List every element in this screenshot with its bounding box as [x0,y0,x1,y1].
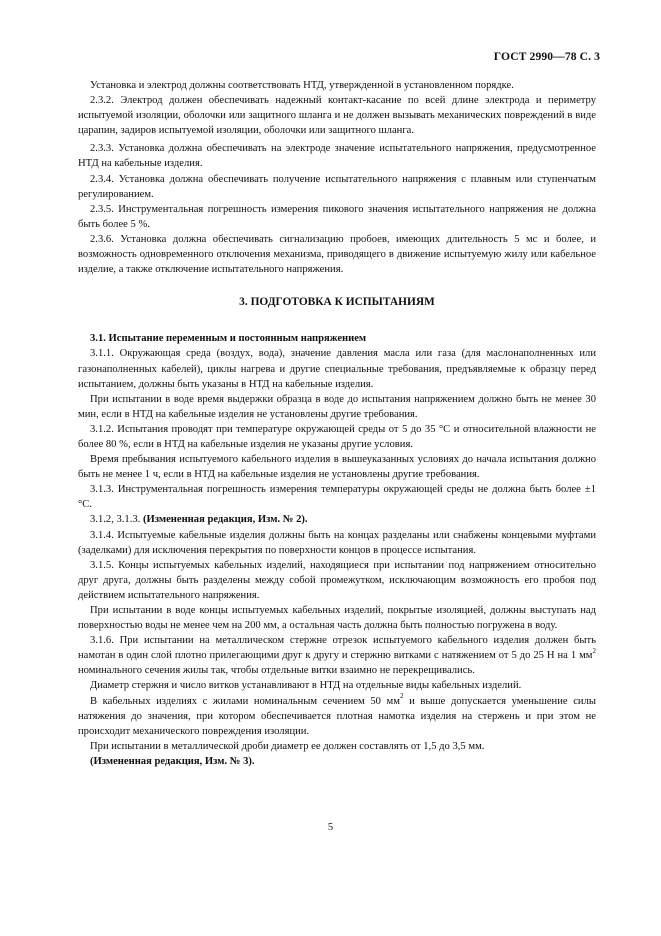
paragraph-3-1-6 [78,633,596,678]
paragraph-2-3-3: 2.3.3. Установка должна обеспечивать на электроде значение испытательного напряжения, предусмотренное НТД на кабельные изделия. [78,143,596,170]
subsection-title: 3.1. Испытание переменным и постоянным напряжением [90,333,367,345]
paragraph-shot: При испытании в металлической дроби диаметр ее должен составлять от 1,5 до 3,5 мм. [90,740,485,752]
paragraph-2-3-2: 2.3.2. Электрод должен обеспечивать надежный контакт-касание по всей длине электрода и периметру испытуемой изоляции, оболочки или защитного шланга и не должен вызывать механических повреждений в виде царапин, задиров испытуемой изоляции, оболочки или защитного шланга. [78,95,596,137]
revision-note-2-prefix: 3.1.2, 3.1.3. [90,514,141,526]
paragraph-diameter: Диаметр стержня и число витков устанавливают в НТД на отдельные виды кабельных изделий. [90,680,522,692]
page-header: ГОСТ 2990—78 С. 3 [493,50,600,63]
paragraph-stay-time: Время пребывания испытуемого кабельного изделия в вышеуказанных условиях до начала испытания должно быть не менее 1 ч, если в НТД на кабельные изделия не установлены другие требования. [78,454,596,481]
paragraph-installation: Установка и электрод должны соответствовать НТД, утвержденной в установленном порядке. [90,80,514,91]
paragraph-50mm [78,694,596,739]
section-title: 3. ПОДГОТОВКА К ИСПЫТАНИЯМ [239,296,435,309]
revision-note-2 [78,512,596,527]
paragraph-3-1-6-text-a: 3.1.6. При испытании на металлическом стержне отрезок испытуемого кабельного изделия должен быть намотан в один слой плотно прилегающими друг к другу и стержню витками с натяжением от 5 до 25 Н на 1 мм [78,635,596,662]
paragraph-3-1-4: 3.1.4. Испытуемые кабельные изделия должны быть на концах разделаны или снабжены концевыми муфтами (заделками) для исключения перекрытия по поверхности концов в процессе испытания. [78,529,596,556]
revision-note-3 [78,754,596,769]
superscript-2: 2 [592,646,596,655]
paragraph-3-1-2: 3.1.2. Испытания проводят при температуре окружающей среды от 5 до 35 °С и относительной влажности не более 80 %, если в НТД на кабельные изделия не указаны другие условия. [78,423,596,450]
paragraph-50mm-text-b: и выше допускается уменьшение силы натяжения до значения, при котором обеспечивается плотная намотка изделия на стержень и при этом не происходит механического повреждения изоляции. [78,695,596,737]
page-number: 5 [327,822,334,833]
paragraph-3-1-5: 3.1.5. Концы испытуемых кабельных изделий, находящиеся при испытании под напряжением относительно друг друга, должны быть разделены между собой промежутком, исключающим возможность его пробоя под действием испытательного напряжения. [78,559,596,601]
paragraph-3-1-6-text-b: номинального сечения жилы так, чтобы отдельные витки взаимно не перекрещивались. [78,665,475,677]
paragraph-3-1-3: 3.1.3. Инструментальная погрешность измерения температуры окружающей среды не должна быть более ±1 °С. [78,484,596,511]
paragraph-2-3-6: 2.3.6. Установка должна обеспечивать сигнализацию пробоев, имеющих длительность 5 мс и более, и возможность одновременного отключения механизма, приводящего в движение испытуемую жилу или кабельное изделие, а также отключение испытательного напряжения. [78,233,596,276]
paragraph-50mm-text-a: В кабельных изделиях с жилами номинальным сечением 50 мм [90,695,400,707]
revision-note-2-bold: (Измененная редакция, Изм. № 2). [142,514,308,526]
paragraph-3-1-1: 3.1.1. Окружающая среда (воздух, вода), значение давления масла или газа (для маслонаполненных или газонаполненных кабелей), циклы нагрева и другие специальные требования, предъявляемые к образцу перед испытанием, должны быть указаны в НТД на кабельные изделия. [78,348,596,390]
paragraph-2-3-5: 2.3.5. Инструментальная погрешность измерения пикового значения испытательного напряжения не должна быть более 5 %. [78,203,596,230]
paragraph-water-ends: При испытании в воде концы испытуемых кабельных изделий, покрытые изоляцией, должны выступать над поверхностью воды не менее чем на 200 мм, а остальная часть должна быть полностью погружена в воду. [78,605,596,632]
paragraph-water-exposure: При испытании в воде время выдержки образца в воде до испытания напряжением должно быть не менее 30 мин, если в НТД на кабельные изделия не установлены другие требования. [78,393,596,420]
paragraph-2-3-4: 2.3.4. Установка должна обеспечивать получение испытательного напряжения с плавным или ступенчатым регулированием. [78,173,596,200]
revision-note-3-bold: (Измененная редакция, Изм. № 3). [90,755,255,767]
superscript-2: 2 [399,692,404,701]
document-body [78,78,596,769]
